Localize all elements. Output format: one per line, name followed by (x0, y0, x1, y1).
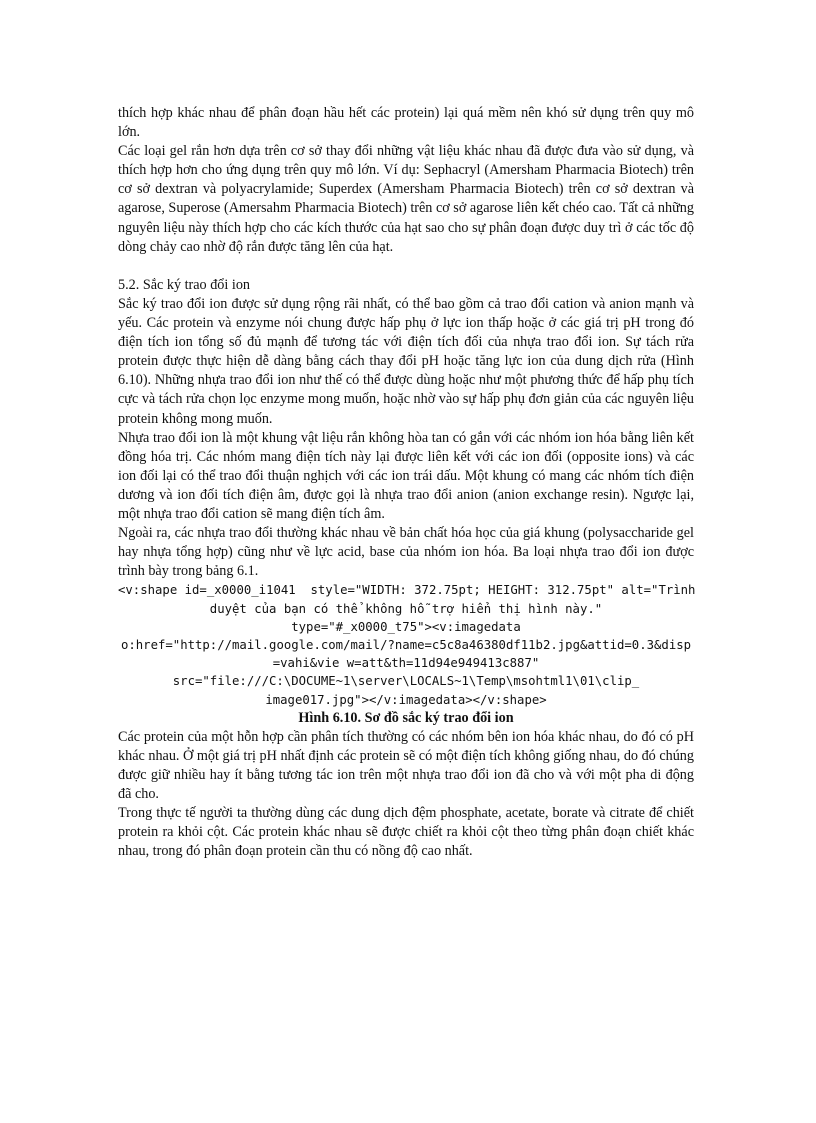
paragraph-buffers: Trong thực tế người ta thường dùng các dung dịch đệm phosphate, acetate, borate và citrate để chiết protein ra khỏi cột. Các protein khác nhau sẽ được chiết ra khỏi cột theo từng phân đoạn chiết khác nhau, trong đó phân đoạn protein cần thu có nồng độ cao nhất. (118, 805, 694, 860)
section-heading: 5.2. Sắc ký trao đổi ion (118, 276, 251, 293)
paragraph-rigid-gels: Các loại gel rắn hơn dựa trên cơ sở thay đổi những vật liệu khác nhau đã được đưa vào sử dụng, và thích hợp hơn cho ứng dụng trên quy mô lớn. Ví dụ: Sephacryl (Amersham Pharmacia Biotech) trên cơ sở dextran và polyacrylamide; Superdex (Amersham Pharmacia Biotech) trên cơ sở dextran và agarose, Superose (Amersahm Pharmacia Biotech) trên cơ sở agarose liên kết chéo cao. Tất cả những nguyên liệu này thích hợp cho các kích thước của hạt sao cho sự phân đoạn được duy trì ở các tốc độ dòng chảy cao nhờ độ rắn được tăng lên của hạt. (118, 143, 694, 255)
markup-line: image017.jpg"></v:imagedata></v:shape> (265, 692, 547, 707)
paragraph-ion-exchange-overview: Sắc ký trao đổi ion được sử dụng rộng rãi nhất, có thể bao gồm cả trao đổi cation và anion mạnh và yếu. Các protein và enzyme nói chung được hấp phụ ở lực ion thấp hoặc ở các giá trị pH trong đó điện tích ion tổng số đủ mạnh để tương tác với điện tích đối của nhựa trao đổi ion. Sự tách rửa protein được thực hiện dễ dàng bằng cách thay đổi pH hoặc tăng lực ion của dung dịch rửa (Hình 6.10). Những nhựa trao đổi ion như thế có thể được dùng hoặc như một phương thức để hấp phụ tích cực và tách rửa chọn lọc enzyme mong muốn, hoặc nhờ vào sự hấp phụ đơn giản của các nguyên liệu protein không mong muốn. (118, 295, 694, 427)
document-body (118, 104, 694, 862)
markup-line: =vahi&vie w=att&th=11d94e949413c887" (272, 656, 540, 671)
markup-line: <v:shape id=_x0000_i1041 style="WIDTH: 372.75pt; HEIGHT: 312.75pt" alt="Trình (118, 583, 696, 598)
markup-line: type="#_x0000_t75"><v:imagedata (291, 619, 521, 634)
paragraph-resin-types: Ngoài ra, các nhựa trao đổi thường khác nhau về bản chất hóa học của giá khung (polysaccharide gel hay nhựa tổng hợp) cũng như về lực acid, base của nhóm ion hóa. Ba loại nhựa trao đổi ion được trình bày trong bảng 6.1. (118, 525, 694, 580)
markup-line: duyệt của bạn có thể không hỗ trợ hiển thị hình này." (209, 601, 603, 616)
markup-line: o:href="http://mail.google.com/mail/?name=c5c8a46380df11b2.jpg&attid=0.3&disp (120, 637, 692, 652)
figure-caption: Hình 6.10. Sơ đồ sắc ký trao đổi ion (298, 709, 514, 726)
paragraph-protein-charges: Các protein của một hỗn hợp cần phân tích thường có các nhóm bên ion hóa khác nhau, do đó có pH khác nhau. Ở một giá trị pH nhất định các protein sẽ có một điện tích không giống nhau, do đó chúng được giữ nhiều hay ít bằng tương tác ion trên một nhựa trao đổi ion đã cho và với một pha di động đã cho. (118, 728, 694, 803)
paragraph-ion-exchange-resin: Nhựa trao đổi ion là một khung vật liệu rắn không hòa tan có gắn với các nhóm ion hóa bằng liên kết đồng hóa trị. Các nhóm mang điện tích này lại được liên kết với các ion đối (opposite ions) và các ion đối lại có thể trao đổi thuận nghịch với các ion trái dấu. Một khung có mang các nhóm tích điện dương và ion đối tích điện âm, được gọi là nhựa trao đổi anion (anion exchange resin). Ngược lại, một nhựa trao đổi cation sẽ mang điện tích âm. (118, 429, 694, 522)
paragraph-gel-intro: thích hợp khác nhau để phân đoạn hầu hết các protein) lại quá mềm nên khó sử dụng trên quy mô lớn. (118, 105, 694, 141)
broken-image-markup (118, 581, 694, 708)
markup-line: src="file:///C:\DOCUME~1\server\LOCALS~1\Temp\msohtml1\01\clip_ (172, 674, 640, 689)
